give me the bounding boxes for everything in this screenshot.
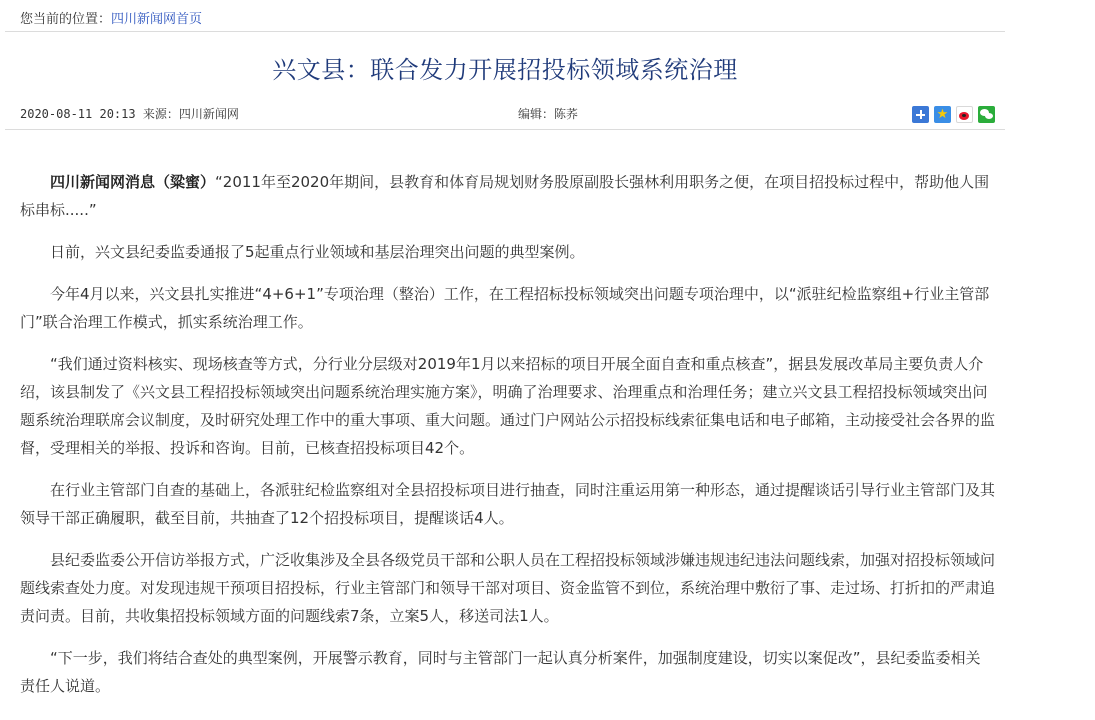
article-datetime: 2020-08-11 20:13 — [20, 107, 136, 121]
weibo-icon[interactable] — [956, 106, 973, 123]
article-paragraph: 在行业主管部门自查的基础上，各派驻纪检监察组对全县招投标项目进行抽查，同时注重运用第一种形态，通过提醒谈话引导行业主管部门及其领导干部正确履职，截至目前，共抽查了12个招投标项目，提醒谈话4人。 — [20, 481, 996, 527]
article-meta — [20, 105, 239, 122]
article-paragraph: 日前，兴文县纪委监委通报了5起重点行业领域和基层治理突出问题的典型案例。 — [50, 243, 585, 261]
article-editor: 编辑：陈荞 — [518, 107, 579, 121]
wechat-icon[interactable] — [978, 106, 995, 123]
breadcrumb-prefix: 您当前的位置： — [20, 12, 112, 27]
breadcrumb-home-link[interactable]: 四川新闻网首页 — [111, 12, 203, 27]
qzone-icon[interactable]: ★ — [934, 106, 951, 123]
article-source: 来源：四川新闻网 — [142, 107, 239, 121]
article-paragraph: “下一步，我们将结合查处的典型案例，开展警示教育，同时与主管部门一起认真分析案件，加强制度建设，切实以案促改”，县纪委监委相关责任人说道。 — [20, 649, 981, 695]
share-plus-icon[interactable] — [912, 106, 929, 123]
article-paragraph — [20, 168, 995, 224]
article-body — [20, 168, 995, 714]
article-paragraph: “我们通过资料核实、现场核查等方式，分行业分层级对2019年1月以来招标的项目开展全面自查和重点核查”，据县发展改革局主要负责人介绍，该县制发了《兴文县工程招投标领域突出问题系统治理实施方案》，明确了治理要求、治理重点和治理任务；建立兴文县工程招投标领域突出问题系统治理联席会议制度，及时研究处理工作中的重大事项、重大问题。通过门户网站公示招投标线索征集电话和电子邮箱，主动接受社会各界的监督，受理相关的举报、投诉和咨询。目前，已核查招投标项目42个。 — [20, 355, 996, 457]
article-title: 兴文县：联合发力开展招投标领域系统治理 — [272, 56, 738, 84]
top-divider — [5, 31, 1005, 32]
meta-divider — [5, 129, 1005, 130]
breadcrumb — [20, 8, 202, 27]
article-paragraph-text: “2011年至2020年期间，县教育和体育局规划财务股原副股长强林利用职务之便，在项目招投标过程中，帮助他人围标串标.....” — [20, 173, 990, 219]
article-paragraph: 今年4月以来，兴文县扎实推进“4+6+1”专项治理（整治）工作，在工程招标投标领域突出问题专项治理中，以“派驻纪检监察组+行业主管部门”联合治理工作模式，抓实系统治理工作。 — [20, 285, 990, 331]
article-paragraph: 县纪委监委公开信访举报方式，广泛收集涉及全县各级党员干部和公职人员在工程招投标领域涉嫌违规违纪违法问题线索，加强对招投标领域问题线索查处力度。对发现违规干预项目招投标，行业主管部门和领导干部对项目、资金监管不到位，系统治理中敷衍了事、走过场、打折扣的严肃追责问责。目前，共收集招投标领域方面的问题线索7条，立案5人，移送司法1人。 — [20, 551, 996, 625]
share-bar — [912, 106, 995, 123]
article-lead: 四川新闻网消息（粱蜜） — [50, 173, 216, 191]
